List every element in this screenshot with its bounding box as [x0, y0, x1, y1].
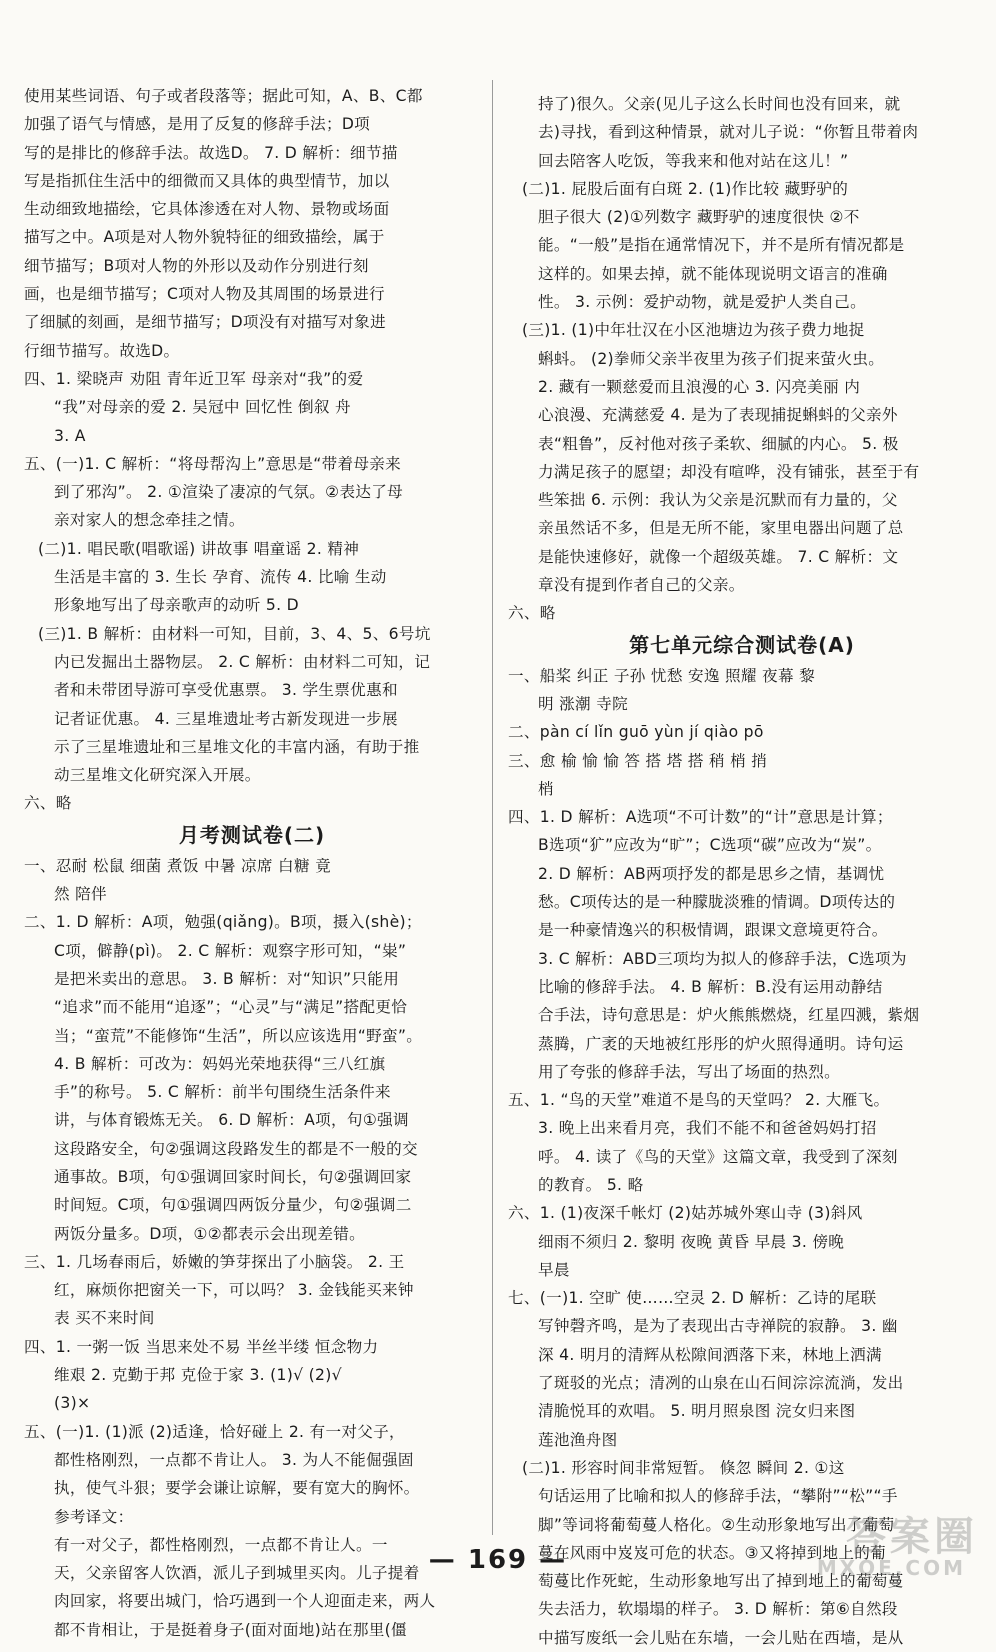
watermark-logo: 答案圈 [846, 1514, 978, 1560]
text-line: 四、1. 梁晓声 劝阻 青年近卫军 母亲对“我”的爱 [24, 369, 364, 388]
text-line: (二)1. 唱民歌(唱歌谣) 讲故事 唱童谣 2. 精神 [38, 539, 360, 558]
text-line: 都性格刚烈，一点都不肯让人。 3. 为人不能倔强固 [54, 1450, 414, 1469]
text-line: 深 4. 明月的清辉从松隙间洒落下来，林地上洒满 [538, 1345, 882, 1364]
text-line: (三)1. (1)中年壮汉在小区池塘边为孩子费力地捉 [522, 321, 865, 340]
text-line: 合手法，诗句意思是：炉火熊熊燃烧，红星四溅，紫烟 [538, 1006, 920, 1025]
text-line: 天，父亲留客人饮酒，派儿子到城里买肉。儿子提着 [54, 1564, 420, 1583]
text-line: 写是指抓住生活中的细微而又具体的典型情节，加以 [24, 171, 390, 190]
text-line: 都不肯相让，于是挺着身子(面对面地)站在那里(僵 [54, 1620, 407, 1639]
text-line: 维艰 2. 克勤于邦 克俭于家 3. (1)√ (2)√ [54, 1366, 342, 1385]
text-line: 章没有提到作者自己的父亲。 [538, 576, 745, 595]
text-line: 讲，与体育锻炼无关。 6. D 解析：A项，句①强调 [54, 1111, 409, 1130]
text-line: 肉回家，将要出城门，恰巧遇到一个人迎面走来，两人 [54, 1592, 436, 1611]
text-line: 七、(一)1. 空旷 使……空灵 2. D 解析：乙诗的尾联 [508, 1289, 877, 1308]
text-line: B选项“犷”应改为“旷”；C选项“碳”应改为“炭”。 [538, 836, 882, 855]
text-line: 执，使气斗狠；要学会谦让谅解，要有宽大的胸怀。 [54, 1479, 420, 1498]
text-line: 有一对父子，都性格刚烈，一点都不肯让人。一 [54, 1535, 388, 1554]
text-line: 然 陪伴 [54, 885, 107, 904]
text-line: 清脆悦耳的欢唱。 5. 明月照泉图 浣女归来图 [538, 1402, 856, 1421]
text-line: 明 涨潮 寺院 [538, 694, 628, 713]
text-line: (二)1. 形容时间非常短暂。 倏忽 瞬间 2. ①这 [522, 1458, 845, 1477]
text-line: (3)× [54, 1394, 91, 1413]
text-line: 是能快速修好，就像一个超级英雄。 7. C 解析：文 [538, 547, 899, 566]
text-line: 到了邪沟”。 2. ①渲染了凄凉的气氛。②表达了母 [54, 483, 404, 502]
text-line: 萄蔓比作死蛇，生动形象地写出了掉到地上的葡萄蔓 [538, 1572, 904, 1591]
text-line: 画，也是细节描写；C项对人物及其周围的场景进行 [24, 285, 385, 304]
text-line: 加强了语气与情感，是用了反复的修辞手法；D项 [24, 115, 371, 134]
text-line: 胆子很大 (2)①列数字 藏野驴的速度很快 ②不 [538, 208, 860, 227]
text-line: 表 买不来时间 [54, 1309, 155, 1328]
text-line: 亲对家人的想念牵挂之情。 [54, 511, 245, 530]
text-line: 中描写废纸一会儿贴在东墙，一会儿贴在西墙，是从 [538, 1628, 904, 1647]
text-line: 手”的称号。 5. C 解析：前半句围绕生活条件来 [54, 1083, 391, 1102]
text-line: 形象地写出了母亲歌声的动听 5. D [54, 596, 299, 615]
text-line: 2. D 解析：AB两项抒发的都是思乡之情，基调忧 [538, 864, 885, 883]
text-line: 参考译文： [54, 1507, 134, 1526]
text-line: 蔓在风雨中岌岌可危的状态。③又将掉到地上的葡 [538, 1543, 887, 1562]
text-line: 当；“蛮荒”不能修饰“生活”，所以应该选用“野蛮”。 [54, 1026, 423, 1045]
text-line: (三)1. B 解析：由材料一可知，目前，3、4、5、6号坑 [38, 624, 431, 643]
text-line: 细节描写；B项对人物的外形以及动作分别进行刻 [24, 256, 369, 275]
right-column [508, 90, 976, 1652]
text-line: 梢 [538, 779, 554, 798]
text-line: 失去活力，软塌塌的样子。 3. D 解析：第⑥自然段 [538, 1600, 898, 1619]
text-line: 莲池渔舟图 [538, 1430, 618, 1449]
text-line: 3. C 解析：ABD三项均为拟人的修辞手法，C选项为 [538, 949, 907, 968]
text-line: 3. 晚上出来看月亮，我们不能不和爸爸妈妈打招 [538, 1119, 877, 1138]
text-line: 性。 3. 示例：爱护动物，就是爱护人类自己。 [538, 293, 866, 312]
text-line: 蝌蚪。 (2)拳师父亲半夜里为孩子们捉来萤火虫。 [538, 349, 885, 368]
text-line: 使用某些词语、句子或者段落等；据此可知，A、B、C都 [24, 87, 423, 105]
text-line: 四、1. 一粥一饭 当思来处不易 半丝半缕 恒念物力 [24, 1337, 379, 1356]
text-line: 生活是丰富的 3. 生长 孕育、流传 4. 比喻 生动 [54, 568, 387, 587]
text-line: (二)1. 屁股后面有白斑 2. (1)作比较 藏野驴的 [522, 179, 849, 198]
text-line: 蒸腾，广袤的天地被红彤彤的炉火照得通明。诗句运 [538, 1034, 904, 1053]
text-line: 四、1. D 解析：A选项“不可计数”的“计”意思是计算； [508, 808, 893, 827]
column-divider [492, 80, 493, 1535]
text-line: 了斑驳的光点；清冽的山泉在山石间淙淙流淌，发出 [538, 1374, 904, 1393]
text-line: 描写之中。A项是对人物外貌特征的细致描绘，属于 [24, 228, 385, 247]
text-line: 者和未带团导游可享受优惠票。 3. 学生票优惠和 [54, 681, 398, 700]
text-line: “我”对母亲的爱 2. 吴冠中 回忆性 倒叙 舟 [54, 398, 351, 417]
left-column [24, 82, 480, 1644]
text-line: 六、1. (1)夜深千帐灯 (2)姑苏城外寒山寺 (3)斜风 [508, 1204, 863, 1223]
text-line: 呼。 4. 读了《鸟的天堂》这篇文章，我受到了深刻 [538, 1147, 898, 1166]
text-line: 六、略 [508, 604, 556, 623]
text-line: 持了)很久。父亲(见儿子这么长时间也没有回来，就 [538, 95, 901, 113]
text-line: 五、(一)1. (1)派 (2)适逢，恰好碰上 2. 有一对父子， [24, 1422, 405, 1441]
page-number: — 169 — [428, 1545, 568, 1575]
text-line: 写钟磬齐鸣，是为了表现出古寺禅院的寂静。 3. 幽 [538, 1317, 898, 1336]
text-line: 五、(一)1. C 解析：“将母帮沟上”意思是“带着母亲来 [24, 454, 402, 473]
text-line: 时间短。C项，句①强调四两饭分量少，句②强调二 [54, 1196, 412, 1215]
text-line: 动三星堆文化研究深入开展。 [54, 766, 261, 785]
text-line: 二、1. D 解析：A项，勉强(qiǎng)。B项，摄入(shè)； [24, 913, 422, 932]
text-line: 是把米卖出的意思。 3. B 解析：对“知识”只能用 [54, 969, 400, 988]
text-line: 两饭分量多。D项，①②都表示会出现差错。 [54, 1224, 366, 1243]
text-line: “追求”而不能用“追逐”；“心灵”与“满足”搭配更恰 [54, 998, 408, 1017]
watermark-url: MXQE.COM [816, 1556, 966, 1580]
text-line: 内已发掘出土器物层。 2. C 解析：由材料二可知，记 [54, 652, 431, 671]
text-line: 三、愈 榆 愉 愉 答 搭 塔 搭 稍 梢 捎 [508, 751, 768, 770]
text-line: 3. A [54, 426, 86, 445]
text-line: 六、略 [24, 794, 72, 813]
text-line: 脚”等词将葡萄蔓人格化。②生动形象地写出了葡萄 [538, 1515, 895, 1534]
text-line: 的教育。 5. 略 [538, 1175, 644, 1194]
text-line: 2. 藏有一颗慈爱而且浪漫的心 3. 闪亮美丽 内 [538, 377, 861, 396]
text-line: 五、1. “鸟的天堂”难道不是鸟的天堂吗？ 2. 大雁飞。 [508, 1091, 890, 1110]
text-line: 用了夸张的修辞手法，写出了场面的热烈。 [538, 1062, 840, 1081]
text-line: 亲虽然话不多，但是无所不能，家里电器出问题了总 [538, 519, 904, 538]
text-line: 一、船桨 纠正 子孙 忧愁 安逸 照耀 夜幕 黎 [508, 666, 815, 685]
text-line: 生动细致地描绘，它具体渗透在对人物、景物或场面 [24, 200, 390, 219]
text-line: 句话运用了比喻和拟人的修辞手法，“攀附”“松”“手 [538, 1487, 898, 1506]
text-line: 表“粗鲁”，反衬他对孩子柔软、细腻的内心。 5. 极 [538, 434, 899, 453]
text-line: 这样的。如果去掉，就不能体现说明文语言的准确 [538, 264, 888, 283]
text-line: 示了三星堆遗址和三星堆文化的丰富内涵，有助于推 [54, 737, 420, 756]
text-line: 了细腻的刻画，是细节描写；D项没有对描写对象进 [24, 313, 386, 332]
text-line: 愁。C项传达的是一种朦胧淡雅的情调。D项传达的 [538, 893, 896, 912]
text-line: 写的是排比的修辞手法。故选D。 7. D 解析：细节描 [24, 143, 398, 162]
text-line: 些笨拙 6. 示例：我认为父亲是沉默而有力量的，父 [538, 491, 898, 510]
text-line: 行细节描写。故选D。 [24, 341, 180, 360]
text-line: 早晨 [538, 1260, 570, 1279]
text-line: 能。“一般”是指在通常情况下，并不是所有情况都是 [538, 236, 905, 255]
text-line: 二、pàn cí lǐn guō yùn jí qiào pō [508, 723, 764, 742]
section-heading: 第七单元综合测试卷(A) [629, 632, 855, 657]
text-line: 比喻的修辞手法。 4. B 解析：B.没有运用动静结 [538, 977, 883, 996]
text-line: 通事故。B项，句①强调回家时间长，句②强调回家 [54, 1167, 412, 1186]
text-line: C项，僻静(pì)。 2. C 解析：观察字形可知，“粜” [54, 941, 407, 960]
text-line: 心浪漫、充满慈爱 4. 是为了表现捕捉蝌蚪的父亲外 [538, 406, 898, 425]
text-line: 红，麻烦你把窗关一下，可以吗？ 3. 金钱能买来钟 [54, 1281, 414, 1300]
text-line: 力满足孩子的愿望；却没有喧哗，没有铺张，甚至于有 [538, 462, 920, 481]
text-line: 记者证优惠。 4. 三星堆遗址考古新发现进一步展 [54, 709, 398, 728]
text-line: 回去陪客人吃饭，等我来和他对站在这儿！” [538, 151, 849, 170]
text-line: 细雨不须归 2. 黎明 夜晚 黄昏 早晨 3. 傍晚 [538, 1232, 845, 1251]
section-heading: 月考测试卷(二) [178, 822, 326, 847]
text-line: 是一种豪情逸兴的积极情调，跟课文意境更符合。 [538, 921, 888, 940]
text-line: 4. B 解析：可改为：妈妈光荣地获得“三八红旗 [54, 1054, 386, 1073]
text-line: 一、忍耐 松鼠 细菌 煮饭 中暑 凉席 白糖 竟 [24, 856, 331, 875]
text-line: 去)寻找，看到这种情景，就对儿子说：“你暂且带着肉 [538, 123, 919, 142]
text-line: 三、1. 几场春雨后，娇嫩的笋芽探出了小脑袋。 2. 王 [24, 1252, 405, 1271]
text-line: 这段路安全，句②强调这段路发生的都是不一般的交 [54, 1139, 418, 1158]
